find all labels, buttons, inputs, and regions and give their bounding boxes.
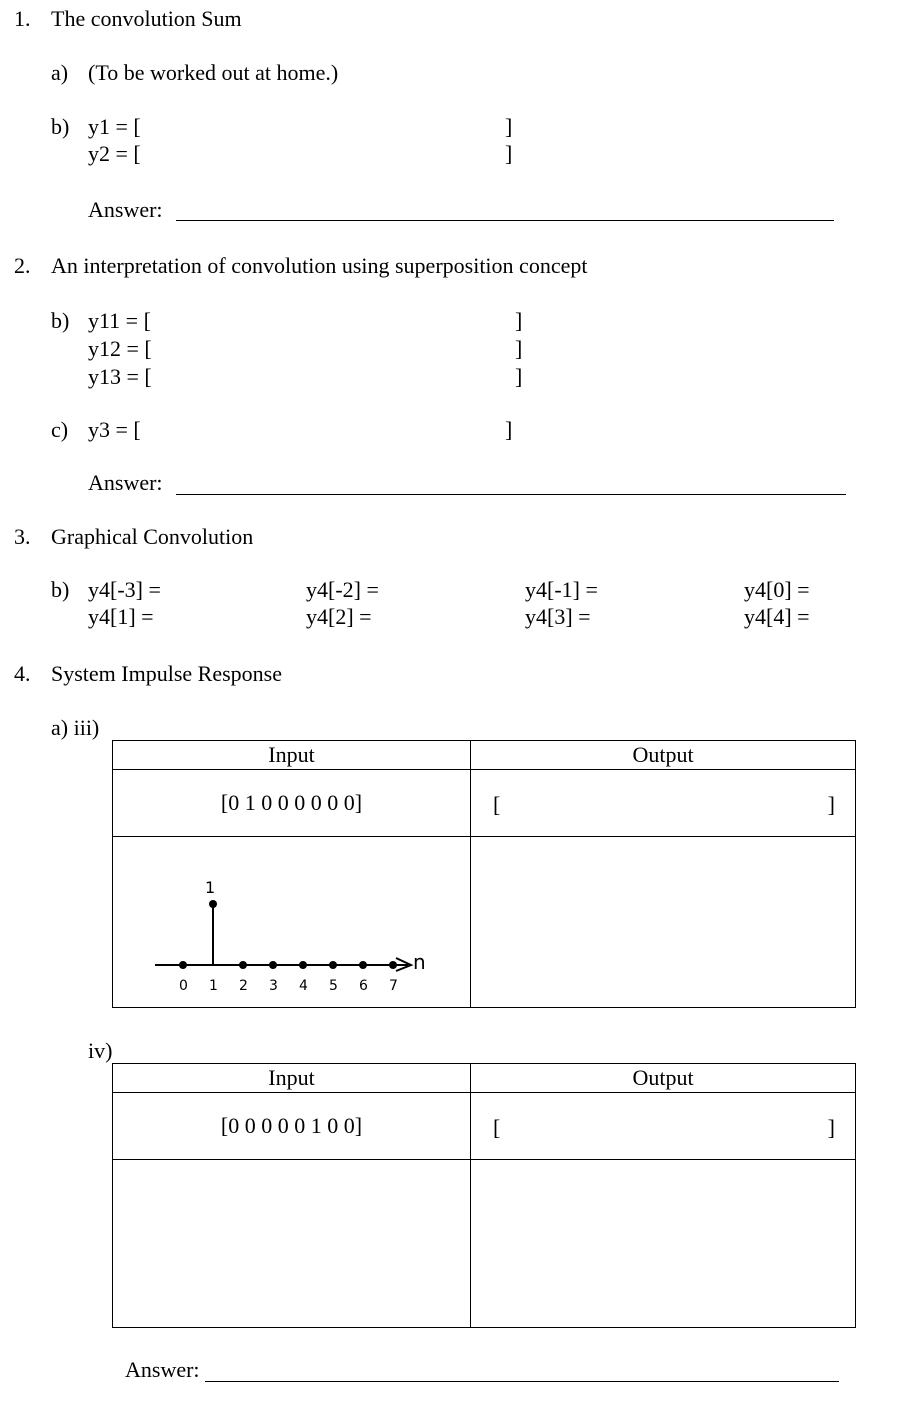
- y13-label: y13 = [: [88, 364, 152, 389]
- y2-label: y2 = [: [88, 141, 141, 166]
- sketch-tick-label: 2: [239, 978, 248, 994]
- q2-c-label: c): [51, 417, 69, 442]
- y4-m3: y4[-3] =: [88, 577, 161, 602]
- sketch-point: [329, 961, 337, 969]
- y11-label: y11 = [: [88, 308, 151, 333]
- output-open-bracket: [: [493, 1115, 501, 1140]
- q1-answer-label: Answer:: [88, 197, 163, 222]
- sketch-axis-label: n: [413, 950, 426, 974]
- y4-m1: y4[-1] =: [525, 577, 598, 602]
- q2-b-label: b): [51, 308, 70, 333]
- input-header: Input: [113, 1064, 471, 1093]
- impulse-table-iii: [112, 740, 856, 1008]
- output-plot-cell[interactable]: [471, 1160, 856, 1328]
- y4-0: y4[0] =: [744, 577, 810, 602]
- y4-m2: y4[-2] =: [306, 577, 379, 602]
- output-header: Output: [471, 1064, 856, 1093]
- sketch-amp-label: 1: [205, 878, 216, 897]
- y1-label: y1 = [: [88, 114, 141, 139]
- q3-title: Graphical Convolution: [51, 524, 254, 549]
- sketch-point: [299, 961, 307, 969]
- y12-close-bracket: ]: [515, 336, 523, 361]
- y12-label: y12 = [: [88, 336, 152, 361]
- impulse-table-iv: [112, 1063, 856, 1328]
- sketch-tick-label: 4: [299, 978, 308, 994]
- y4-2: y4[2] =: [306, 604, 372, 629]
- sketch-tick-label: 5: [329, 978, 338, 994]
- input-sequence: [0 0 0 0 0 1 0 0]: [113, 1093, 471, 1160]
- y4-4: y4[4] =: [744, 604, 810, 629]
- sketch-point: [179, 961, 187, 969]
- input-plot-cell: [113, 837, 471, 1008]
- y3-label: y3 = [: [88, 417, 141, 442]
- sketch-tick-label: 7: [389, 978, 398, 994]
- output-sequence-cell[interactable]: [471, 770, 856, 837]
- q4-title: System Impulse Response: [51, 661, 282, 686]
- sketch-tick-label: 3: [269, 978, 278, 994]
- q1-title: The convolution Sum: [51, 6, 242, 31]
- impulse-sketch: [113, 837, 469, 1007]
- q3-number: 3.: [14, 524, 31, 549]
- y11-close-bracket: ]: [515, 308, 523, 333]
- sketch-tick-label: 1: [209, 978, 218, 994]
- sketch-point: [359, 961, 367, 969]
- output-close-bracket: ]: [827, 1115, 835, 1140]
- q3-b-label: b): [51, 577, 70, 602]
- y13-close-bracket: ]: [515, 364, 523, 389]
- sketch-tick-label: 6: [359, 978, 368, 994]
- q4-part-iii-label: a) iii): [51, 715, 100, 740]
- y3-close-bracket: ]: [505, 417, 513, 442]
- q4-number: 4.: [14, 661, 31, 686]
- q2-title: An interpretation of convolution using superposition concept: [51, 253, 588, 278]
- input-plot-cell[interactable]: [113, 1160, 471, 1328]
- y1-close-bracket: ]: [505, 114, 513, 139]
- sketch-point: [239, 961, 247, 969]
- y4-1: y4[1] =: [88, 604, 154, 629]
- y2-close-bracket: ]: [505, 141, 513, 166]
- input-sequence: [0 1 0 0 0 0 0 0]: [113, 770, 471, 837]
- q1-b-label: b): [51, 114, 70, 139]
- sketch-point: [389, 961, 397, 969]
- output-sequence-cell[interactable]: [471, 1093, 856, 1160]
- q4-answer-line[interactable]: [205, 1361, 839, 1382]
- sketch-point: [209, 900, 217, 908]
- q4-part-iv-label: iv): [88, 1038, 113, 1063]
- output-open-bracket: [: [493, 792, 501, 817]
- q1-number: 1.: [14, 6, 31, 31]
- output-header: Output: [471, 741, 856, 770]
- q2-answer-line[interactable]: [176, 474, 846, 495]
- q2-answer-label: Answer:: [88, 470, 163, 495]
- output-plot-cell[interactable]: [471, 837, 856, 1008]
- y4-3: y4[3] =: [525, 604, 591, 629]
- q1-answer-line[interactable]: [176, 200, 834, 221]
- q1-a-label: a): [51, 60, 69, 85]
- output-close-bracket: ]: [827, 792, 835, 817]
- sketch-point: [269, 961, 277, 969]
- input-header: Input: [113, 741, 471, 770]
- q2-number: 2.: [14, 253, 31, 278]
- sketch-tick-label: 0: [179, 978, 188, 994]
- q1-a-text: (To be worked out at home.): [88, 60, 339, 85]
- q4-answer-label: Answer:: [125, 1357, 200, 1382]
